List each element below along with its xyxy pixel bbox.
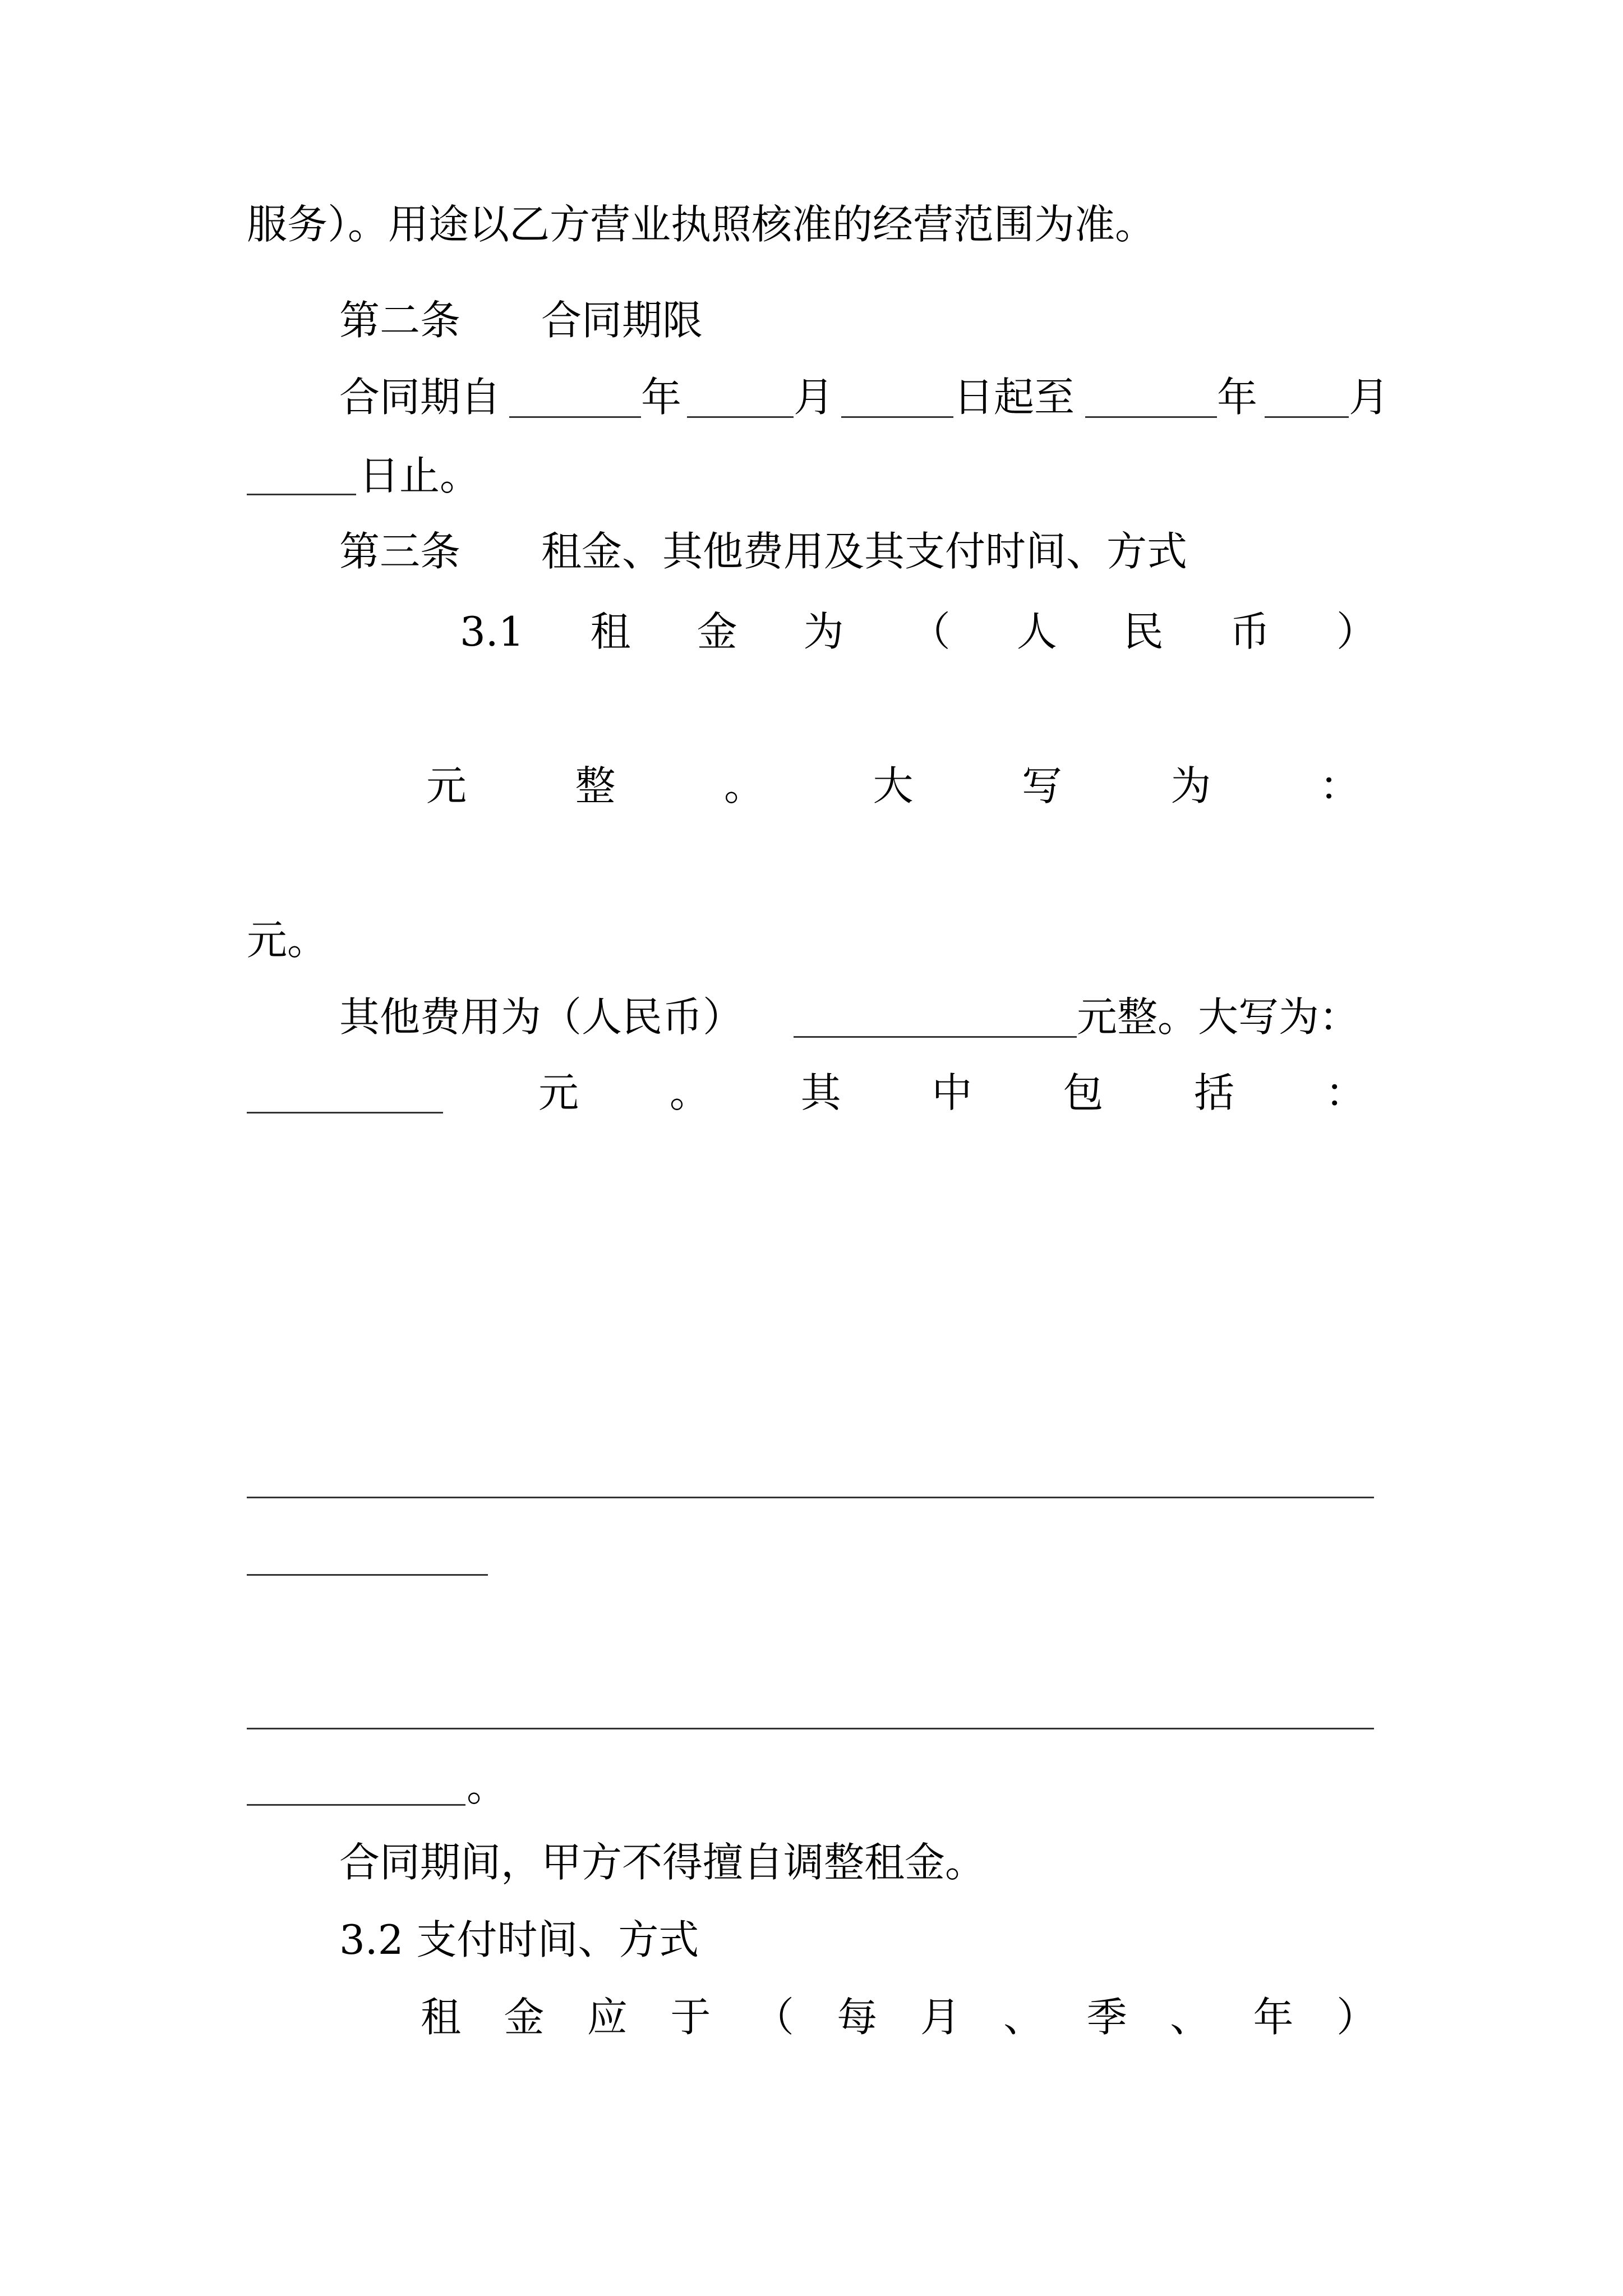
- term-month-1: 月: [794, 374, 834, 421]
- payment-token: 、: [1170, 1994, 1211, 2041]
- other-fee-token: 其: [800, 1069, 841, 1116]
- fee-detail-end-dot: 。: [467, 1763, 508, 1810]
- rent-31-token: 3.1: [460, 608, 524, 655]
- payment-token: （: [753, 1994, 794, 2041]
- rent-31-token: 租: [590, 608, 631, 655]
- payment-schedule-line: [421, 1990, 1377, 2044]
- term-end-label: 日止。: [359, 452, 481, 499]
- other-fee-token: ：: [1325, 1069, 1366, 1116]
- rent-31-token: 为: [803, 608, 844, 655]
- other-fee-words-line: [538, 1066, 1366, 1120]
- payment-heading: 3.2 支付时间、方式: [339, 1916, 699, 1963]
- rent-yuan-line: 元。: [247, 917, 328, 964]
- start-day-blank[interactable]: [841, 416, 953, 418]
- rent-words-token: ：: [1319, 762, 1360, 809]
- term-start-label: 合同期自: [339, 374, 501, 421]
- payment-token: 于: [670, 1994, 711, 2041]
- article-2-heading: 第二条 合同期限: [339, 297, 703, 344]
- rent-words-token: 大: [873, 762, 914, 809]
- rent-amount-words-line: [426, 759, 1360, 813]
- rent-words-token: 元: [426, 762, 467, 809]
- other-fee-token: 括: [1194, 1069, 1235, 1116]
- end-day-blank[interactable]: [247, 494, 356, 495]
- rent-words-token: 为: [1170, 762, 1211, 809]
- start-year-blank[interactable]: [509, 416, 641, 418]
- rent-words-token: 。: [723, 762, 764, 809]
- fee-detail-blank-line-3[interactable]: [247, 1728, 1374, 1729]
- other-fee-label: 其他费用为（人民币）: [339, 993, 744, 1041]
- other-fee-token: 。: [669, 1069, 710, 1116]
- term-month-2: 月: [1349, 374, 1390, 421]
- rent-31-line: [460, 605, 1377, 659]
- article-3-heading: 第三条 租金、其他费用及其支付时间、方式: [339, 528, 1188, 575]
- rent-31-token: 币: [1229, 608, 1270, 655]
- other-fee-caps-label: 元整。大写为：: [1077, 993, 1360, 1041]
- end-month-blank[interactable]: [1265, 416, 1349, 418]
- other-fee-amount-blank[interactable]: [794, 1036, 1077, 1038]
- payment-token: 年: [1253, 1994, 1294, 2041]
- start-month-blank[interactable]: [687, 416, 794, 418]
- fee-detail-blank-line-4[interactable]: [247, 1804, 465, 1806]
- fee-detail-blank-line-2[interactable]: [247, 1574, 488, 1576]
- other-fee-token: 中: [932, 1069, 972, 1116]
- payment-token: 应: [587, 1994, 628, 2041]
- rent-31-token: ）: [1336, 608, 1377, 655]
- rent-words-token: 写: [1021, 762, 1062, 809]
- term-year-1: 年: [641, 374, 682, 421]
- end-year-blank[interactable]: [1085, 416, 1217, 418]
- payment-token: 月: [920, 1994, 961, 2041]
- other-fee-token: 元: [538, 1069, 579, 1116]
- payment-token: 、: [1003, 1994, 1044, 2041]
- term-day-to: 日起至: [953, 374, 1075, 421]
- term-year-2: 年: [1217, 374, 1258, 421]
- rent-31-token: （: [910, 608, 951, 655]
- payment-token: 租: [421, 1994, 462, 2041]
- payment-token: 季: [1086, 1994, 1127, 2041]
- payment-token: 金: [504, 1994, 545, 2041]
- rent-31-token: 人: [1016, 608, 1057, 655]
- rent-31-token: 民: [1123, 608, 1164, 655]
- other-fee-caps-blank[interactable]: [247, 1112, 443, 1114]
- payment-token: ）: [1336, 1994, 1377, 2041]
- fee-detail-blank-line-1[interactable]: [247, 1497, 1374, 1498]
- other-fee-token: 包: [1063, 1069, 1104, 1116]
- rent-31-token: 金: [697, 608, 737, 655]
- rent-words-token: 整: [575, 762, 616, 809]
- no-rent-adjust-clause: 合同期间，甲方不得擅自调整租金。: [339, 1839, 986, 1886]
- payment-token: 每: [837, 1994, 878, 2041]
- usage-tail-line: 服务）。用途以乙方营业执照核准的经营范围为准。: [247, 201, 1156, 248]
